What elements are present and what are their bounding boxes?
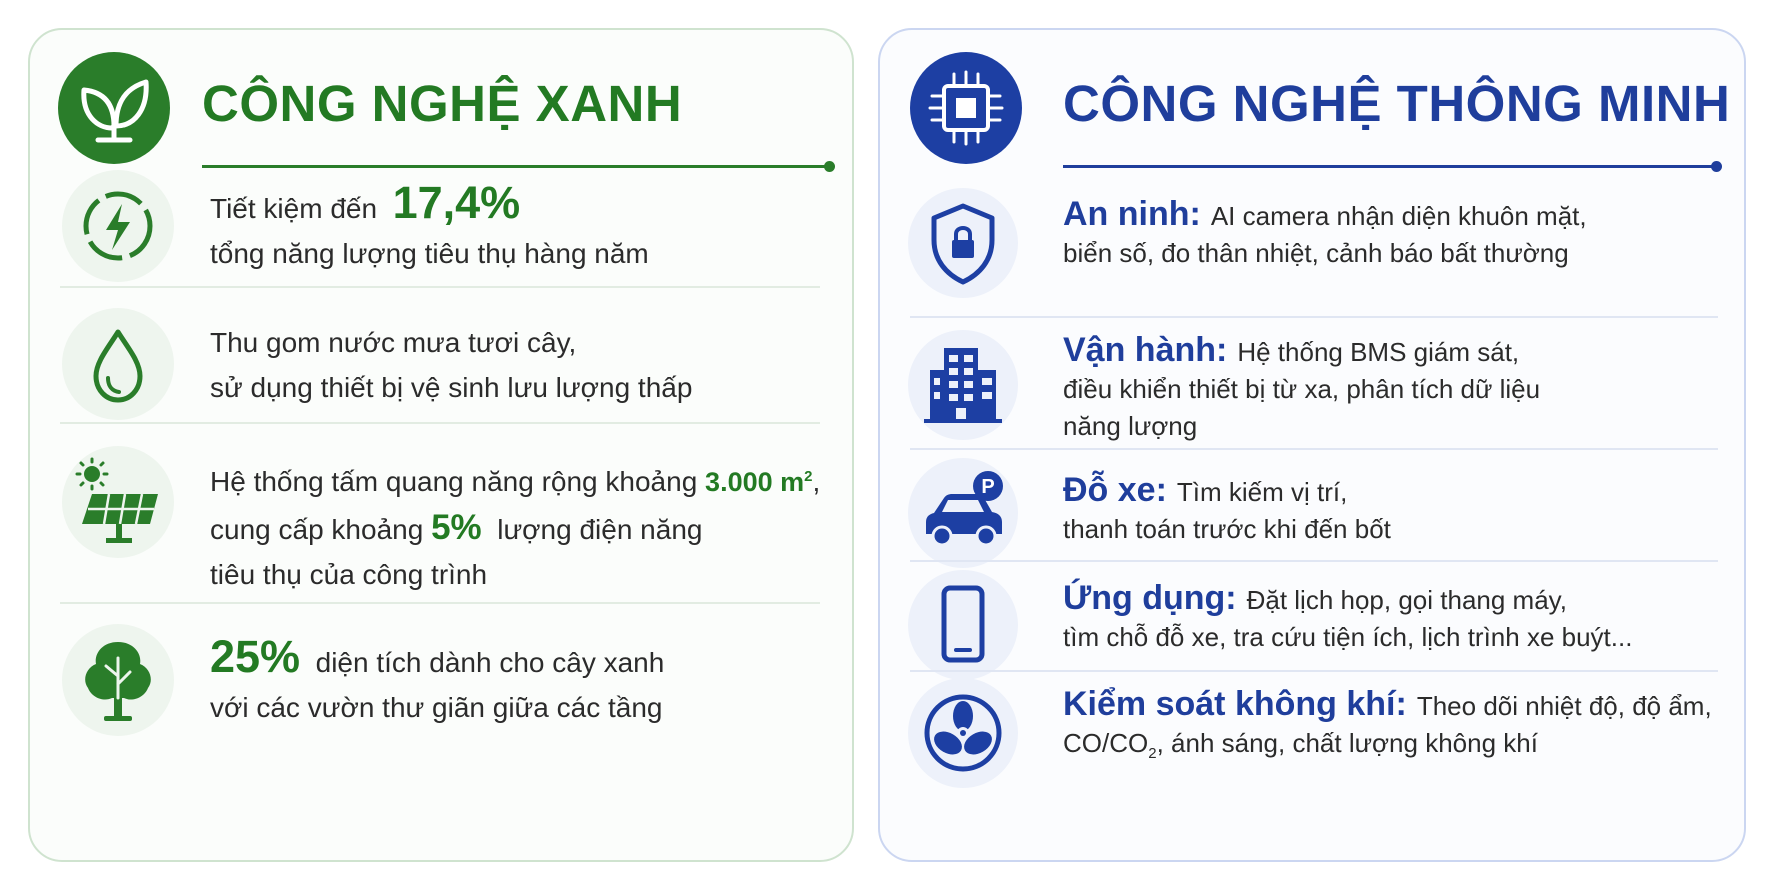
divider [910,448,1718,450]
car-parking-icon [908,458,1018,568]
divider [60,602,820,604]
smartphone-icon [908,570,1018,680]
smart-item-operation-text: Vận hành: Hệ thống BMS giám sát, điều khiển thiết bị từ xa, phân tích dữ liệu năng lượng [1063,331,1541,441]
divider [910,560,1718,562]
divider [910,670,1718,672]
solar-panel-icon [62,446,174,558]
building-icon [908,330,1018,440]
shield-lock-icon [908,188,1018,298]
water-drop-icon [62,308,174,420]
smart-item-security-text: An ninh: AI camera nhận diện khuôn mặt, biển số, đo thân nhiệt, cảnh báo bất thường [1063,195,1587,268]
smart-title-underline [1063,165,1717,168]
green-technology-card [28,28,854,862]
divider [910,316,1718,318]
smart-item-parking-text: Đỗ xe: Tìm kiếm vị trí, thanh toán trước khi đến bốt [1063,471,1391,544]
svg-text:P: P [981,476,995,498]
green-title-underline [202,165,830,168]
green-item-solar-text: Hệ thống tấm quang năng rộng khoảng 3.000 $m^2$, cung cấp khoảng 5% lượng điện năng tiêu thụ của công trình [210,466,821,590]
tree-icon [62,624,174,736]
green-item-tree-text: 25% diện tích dành cho cây xanh với các vườn thư giãn giữa các tầng [210,631,665,723]
microchip-icon [910,52,1022,164]
smart-technology-card [878,28,1746,862]
divider [60,286,820,288]
smart-section-title: CÔNG NGHỆ THÔNG MINH [1063,75,1731,132]
leaf-sprout-icon [58,52,170,164]
green-section-title: CÔNG NGHỆ XANH [202,75,683,132]
energy-bolt-icon [62,170,174,282]
smart-item-air-text: Kiểm soát không khí: Theo dõi nhiệt độ, độ ẩm, $CO/CO_2$, ánh sáng, chất lượng không khí [1063,685,1712,763]
green-item-water-text: Thu gom nước mưa tươi cây, sử dụng thiết bị vệ sinh lưu lượng thấp [210,327,693,403]
green-item-energy-text: Tiết kiệm đến 17,4% tổng năng lượng tiêu thụ hàng năm [210,177,649,269]
divider [60,422,820,424]
fan-icon [908,678,1018,788]
smart-item-app-text: Ứng dụng: Đặt lịch họp, gọi thang máy, tìm chỗ đỗ xe, tra cứu tiện ích, lịch trình xe buýt... [1063,579,1633,652]
